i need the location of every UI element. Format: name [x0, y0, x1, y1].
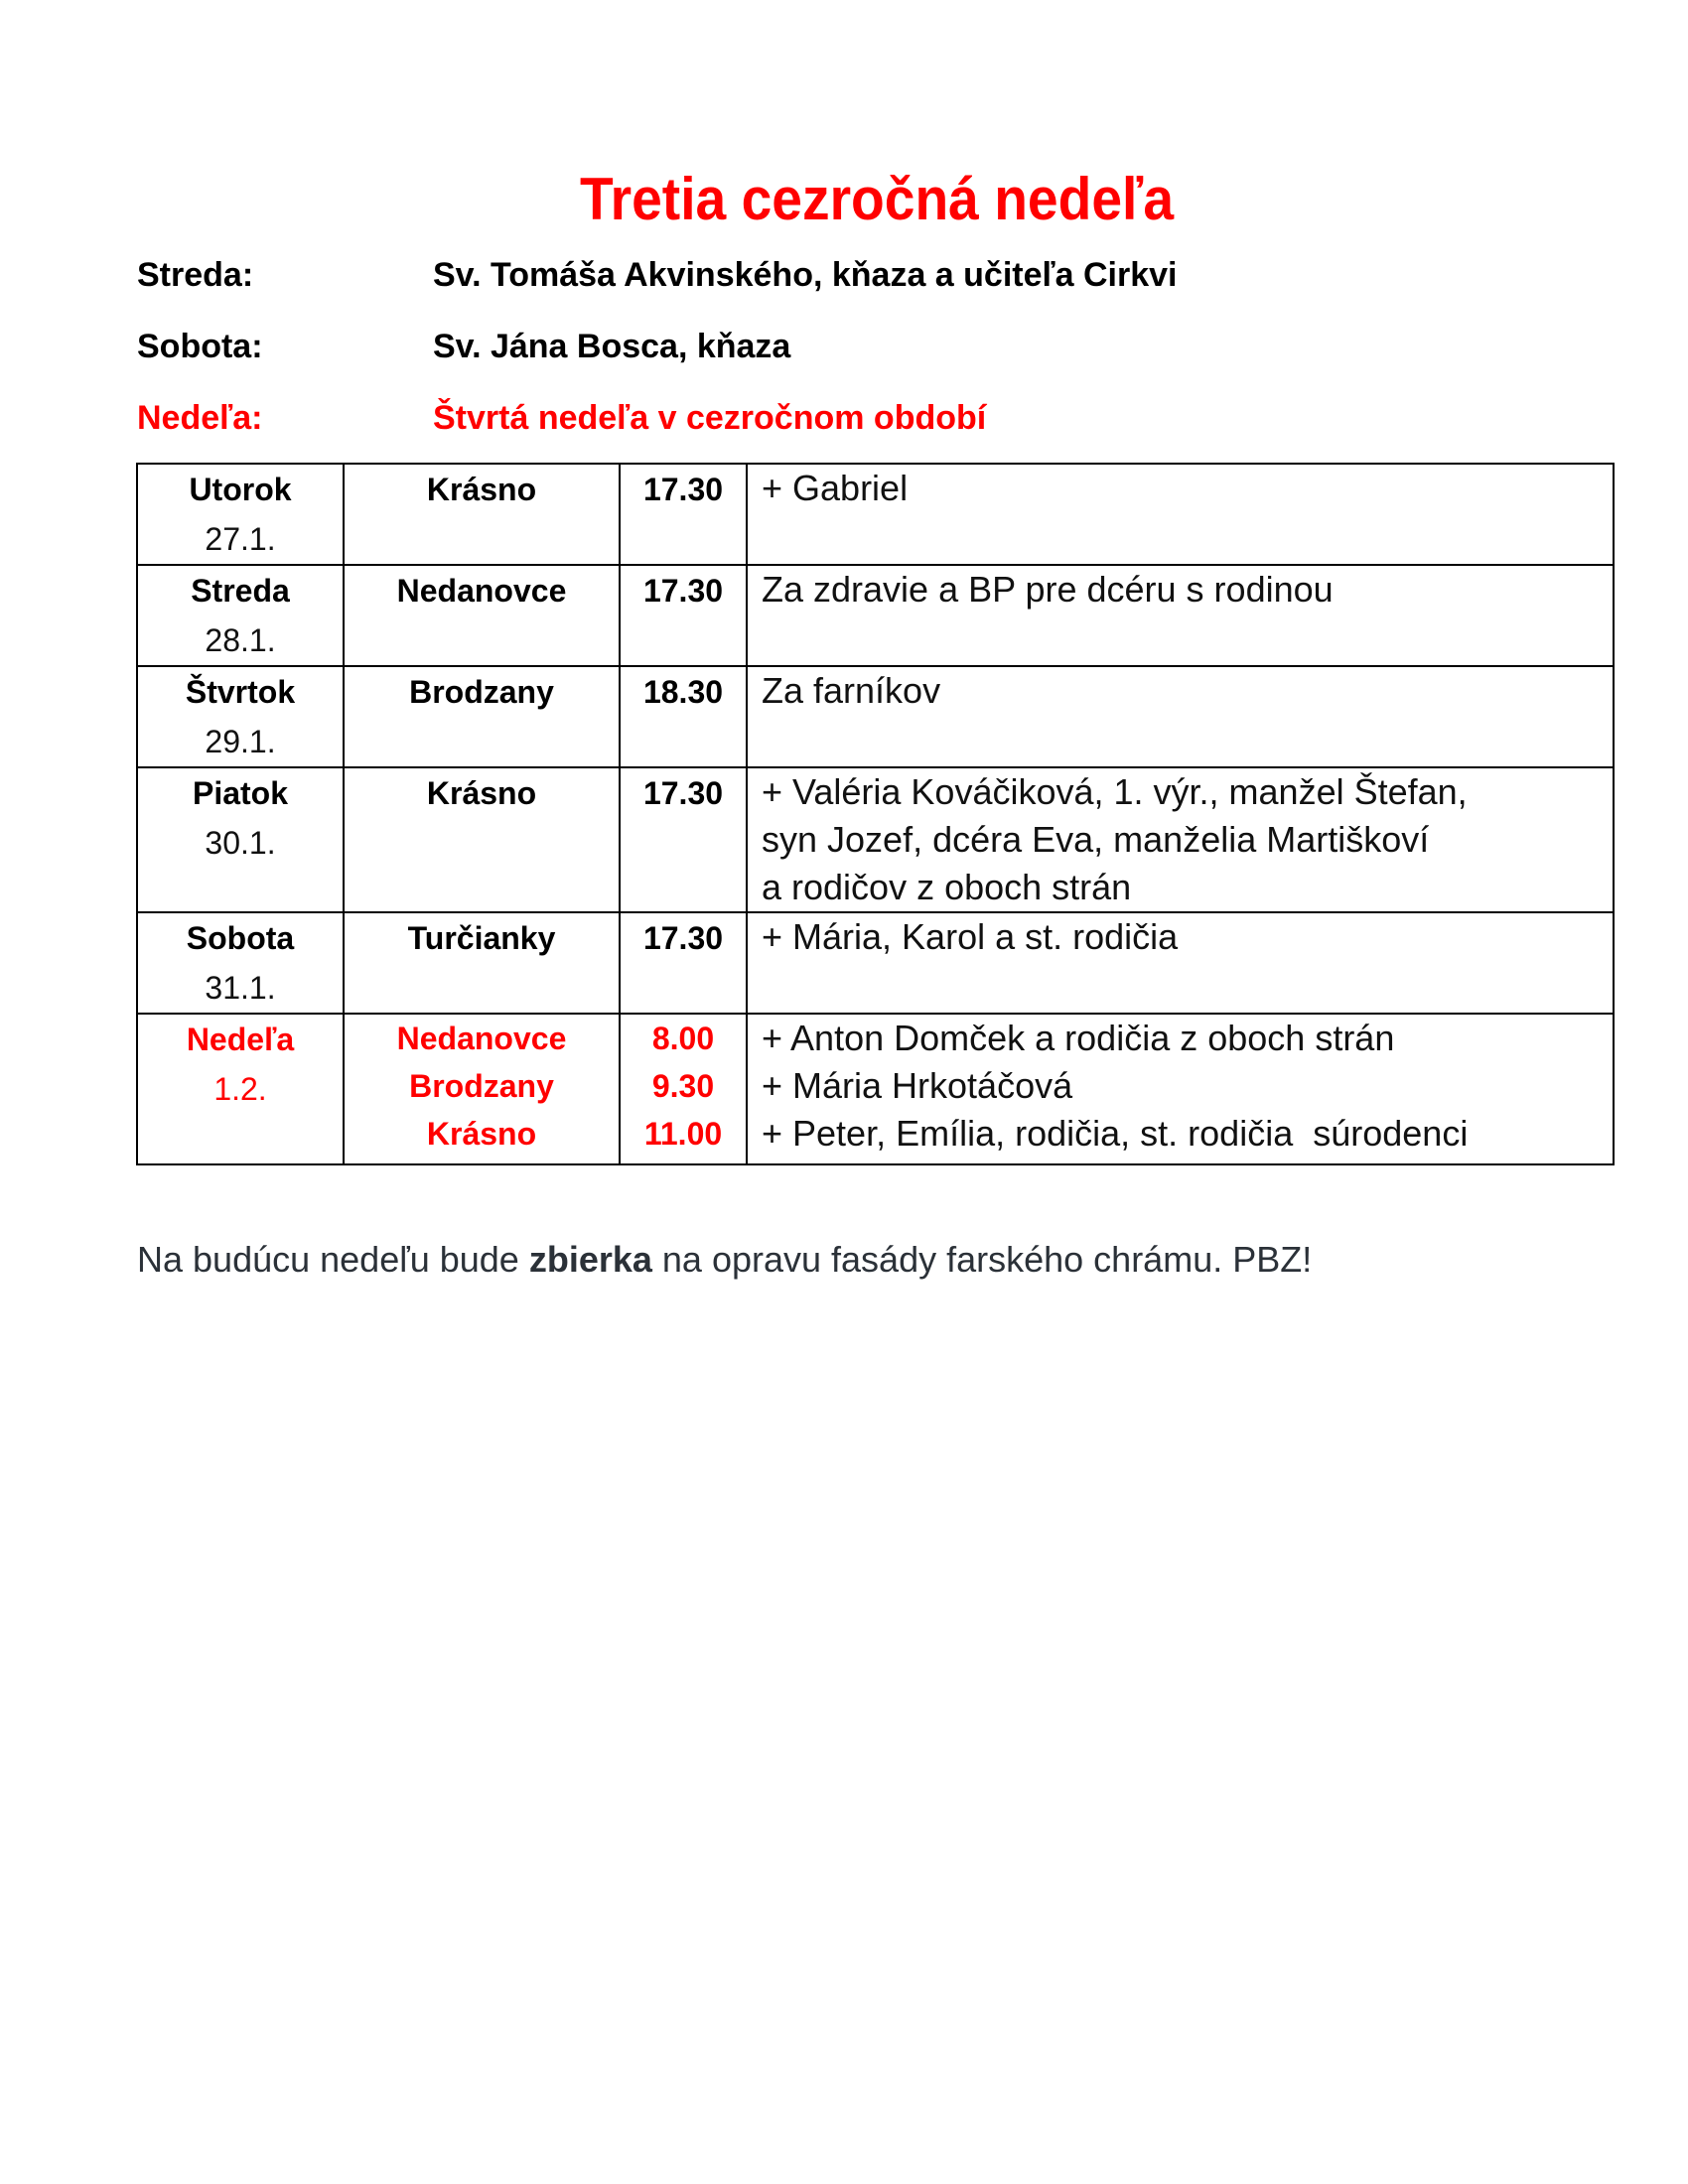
place-cell [344, 666, 620, 767]
announcement [137, 1239, 1312, 1281]
place-cell [344, 565, 620, 666]
time: 9.30 [651, 1068, 715, 1104]
info-label: Nedeľa: [137, 399, 263, 437]
intention: syn Jozef, dcéra Eva, manželia Martiškoví [762, 819, 1430, 860]
place: Turčianky [407, 920, 556, 956]
mass-schedule-table [136, 463, 1615, 1165]
day-name: Utorok [189, 472, 292, 507]
day-name: Sobota [186, 920, 295, 956]
time: 17.30 [642, 775, 724, 811]
intention: + Mária, Karol a st. rodičia [762, 916, 1179, 957]
day-date: 30.1. [205, 825, 276, 861]
info-label: Sobota: [137, 328, 263, 365]
day-date: 31.1. [205, 970, 276, 1006]
day-name: Streda [191, 573, 290, 609]
time: 8.00 [651, 1021, 715, 1056]
table-row [137, 666, 1614, 767]
announcement-emphasis: zbierka [528, 1239, 652, 1280]
info-value: Štvrtá nedeľa v cezročnom období [433, 399, 987, 437]
place: Brodzany [409, 674, 554, 710]
time: 17.30 [642, 472, 724, 507]
place: Nedanovce [396, 1021, 567, 1056]
table-row [137, 912, 1614, 1014]
time-cell [620, 1014, 747, 1164]
table-row-sunday [137, 1014, 1614, 1164]
intention-cell [747, 565, 1614, 666]
place: Krásno [426, 775, 537, 811]
day-cell [137, 464, 344, 565]
time-cell [620, 666, 747, 767]
place-cell [344, 912, 620, 1014]
day-name: Nedeľa [186, 1022, 295, 1057]
intention-cell [747, 464, 1614, 565]
intention-cell [747, 666, 1614, 767]
place: Nedanovce [396, 573, 567, 609]
intention: + Mária Hrkotáčová [762, 1065, 1073, 1106]
intention: a rodičov z oboch strán [762, 867, 1132, 907]
day-cell [137, 666, 344, 767]
info-value: Sv. Tomáša Akvinského, kňaza a učiteľa Cirkvi [433, 256, 1178, 294]
time-cell [620, 767, 747, 912]
info-value: Sv. Jána Bosca, kňaza [433, 328, 791, 365]
place-cell [344, 767, 620, 912]
intention: + Peter, Emília, rodičia, st. rodičia súrodenci [762, 1113, 1469, 1154]
day-name: Štvrtok [185, 674, 296, 710]
place-cell [344, 1014, 620, 1164]
intention-cell [747, 912, 1614, 1014]
day-name: Piatok [192, 775, 289, 811]
day-cell [137, 767, 344, 912]
time-cell [620, 912, 747, 1014]
time: 17.30 [642, 920, 724, 956]
day-date: 28.1. [205, 622, 276, 658]
day-cell [137, 912, 344, 1014]
day-cell [137, 1014, 344, 1164]
place-cell [344, 464, 620, 565]
intention-cell [747, 1014, 1614, 1164]
page-title: Tretia cezročná nedeľa [579, 166, 1175, 232]
intention: Za zdravie a BP pre dcéru s rodinou [762, 569, 1334, 610]
time: 18.30 [642, 674, 724, 710]
intention: Za farníkov [762, 670, 941, 711]
intention: + Valéria Kováčiková, 1. výr., manžel Štefan, [762, 771, 1468, 812]
announcement-text-start: Na budúcu nedeľu bude [137, 1239, 529, 1280]
place: Brodzany [409, 1068, 554, 1104]
time: 17.30 [642, 573, 724, 609]
intention: + Gabriel [762, 468, 909, 508]
place: Krásno [426, 472, 537, 507]
time-cell [620, 464, 747, 565]
day-date: 27.1. [205, 521, 276, 557]
day-date: 1.2. [213, 1071, 267, 1107]
intention-cell [747, 767, 1614, 912]
place: Krásno [426, 1116, 537, 1152]
table-row [137, 565, 1614, 666]
intention: + Anton Domček a rodičia z oboch strán [762, 1018, 1395, 1058]
info-label: Streda: [137, 256, 254, 294]
announcement-text-end: na opravu fasády farského chrámu. PBZ! [651, 1239, 1313, 1280]
table-row [137, 464, 1614, 565]
day-date: 29.1. [205, 724, 276, 759]
time: 11.00 [643, 1116, 723, 1152]
day-cell [137, 565, 344, 666]
time-cell [620, 565, 747, 666]
table-row [137, 767, 1614, 912]
